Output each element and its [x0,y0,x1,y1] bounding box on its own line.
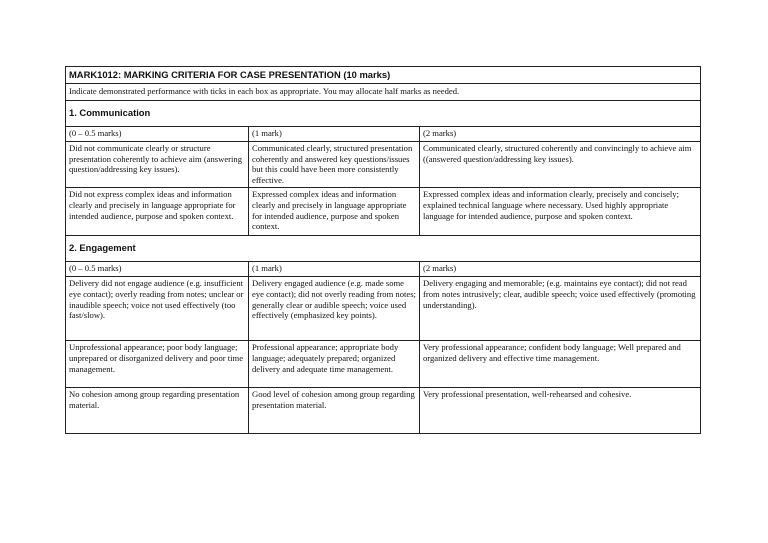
section-heading-communication: 1. Communication [66,101,701,127]
criteria-row [66,388,701,434]
criteria-cell[interactable]: Professional appearance; appropriate body language; adequately prepared; organized delivery and adequate time management. [249,341,420,388]
criteria-cell[interactable]: Communicated clearly, structured presentation coherently and answered key questions/issues but this could have been more consistently effective. [249,142,420,188]
criteria-row [66,277,701,341]
marking-criteria-table [65,66,701,434]
section-heading-engagement: 2. Engagement [66,236,701,262]
marks-label: (2 marks) [420,127,701,142]
marks-label: (2 marks) [420,262,701,277]
criteria-row [66,188,701,236]
criteria-cell[interactable]: Delivery engaged audience (e.g. made some eye contact); did not overly reading from notes; generally clear or audible speech; voice used effectively (emphasized key points). [249,277,420,341]
criteria-cell[interactable]: Unprofessional appearance; poor body language; unprepared or disorganized delivery and poor time management. [66,341,249,388]
criteria-cell[interactable]: Very professional presentation, well-rehearsed and cohesive. [420,388,701,434]
criteria-cell[interactable]: Expressed complex ideas and information clearly and precisely in language appropriate for intended audience, purpose and spoken context. [249,188,420,236]
criteria-cell[interactable]: Delivery engaging and memorable; (e.g. maintains eye contact); did not read from notes intrusively; clear, audible speech; voice used effectively (promoting understanding). [420,277,701,341]
marks-label: (0 – 0.5 marks) [66,262,249,277]
marks-row [66,127,701,142]
marks-label: (1 mark) [249,127,420,142]
instruction-text: Indicate demonstrated performance with ticks in each box as appropriate. You may allocate half marks as needed. [66,84,701,101]
document-title: MARK1012: MARKING CRITERIA FOR CASE PRESENTATION (10 marks) [66,67,701,84]
criteria-cell[interactable]: Expressed complex ideas and information clearly, precisely and concisely; explained technical language where necessary. Used highly appropriate language for intended audience, purpose and spoken context. [420,188,701,236]
marks-label: (1 mark) [249,262,420,277]
criteria-cell[interactable]: Did not communicate clearly or structure presentation coherently to achieve aim (answering question/addressing key issues). [66,142,249,188]
marks-label: (0 – 0.5 marks) [66,127,249,142]
criteria-cell[interactable]: Did not express complex ideas and information clearly and precisely in language appropriate for intended audience, purpose and spoken context. [66,188,249,236]
marks-row [66,262,701,277]
criteria-cell[interactable]: Good level of cohesion among group regarding presentation material. [249,388,420,434]
criteria-cell[interactable]: Communicated clearly, structured coherently and convincingly to achieve aim ((answered question/addressing key issues). [420,142,701,188]
criteria-row [66,142,701,188]
criteria-row [66,341,701,388]
criteria-cell[interactable]: Very professional appearance; confident body language; Well prepared and organized delivery and effective time management. [420,341,701,388]
criteria-cell[interactable]: Delivery did not engage audience (e.g. insufficient eye contact); overly reading from notes; unclear or inaudible speech; voice not used effectively (too fast/slow). [66,277,249,341]
criteria-cell[interactable]: No cohesion among group regarding presentation material. [66,388,249,434]
